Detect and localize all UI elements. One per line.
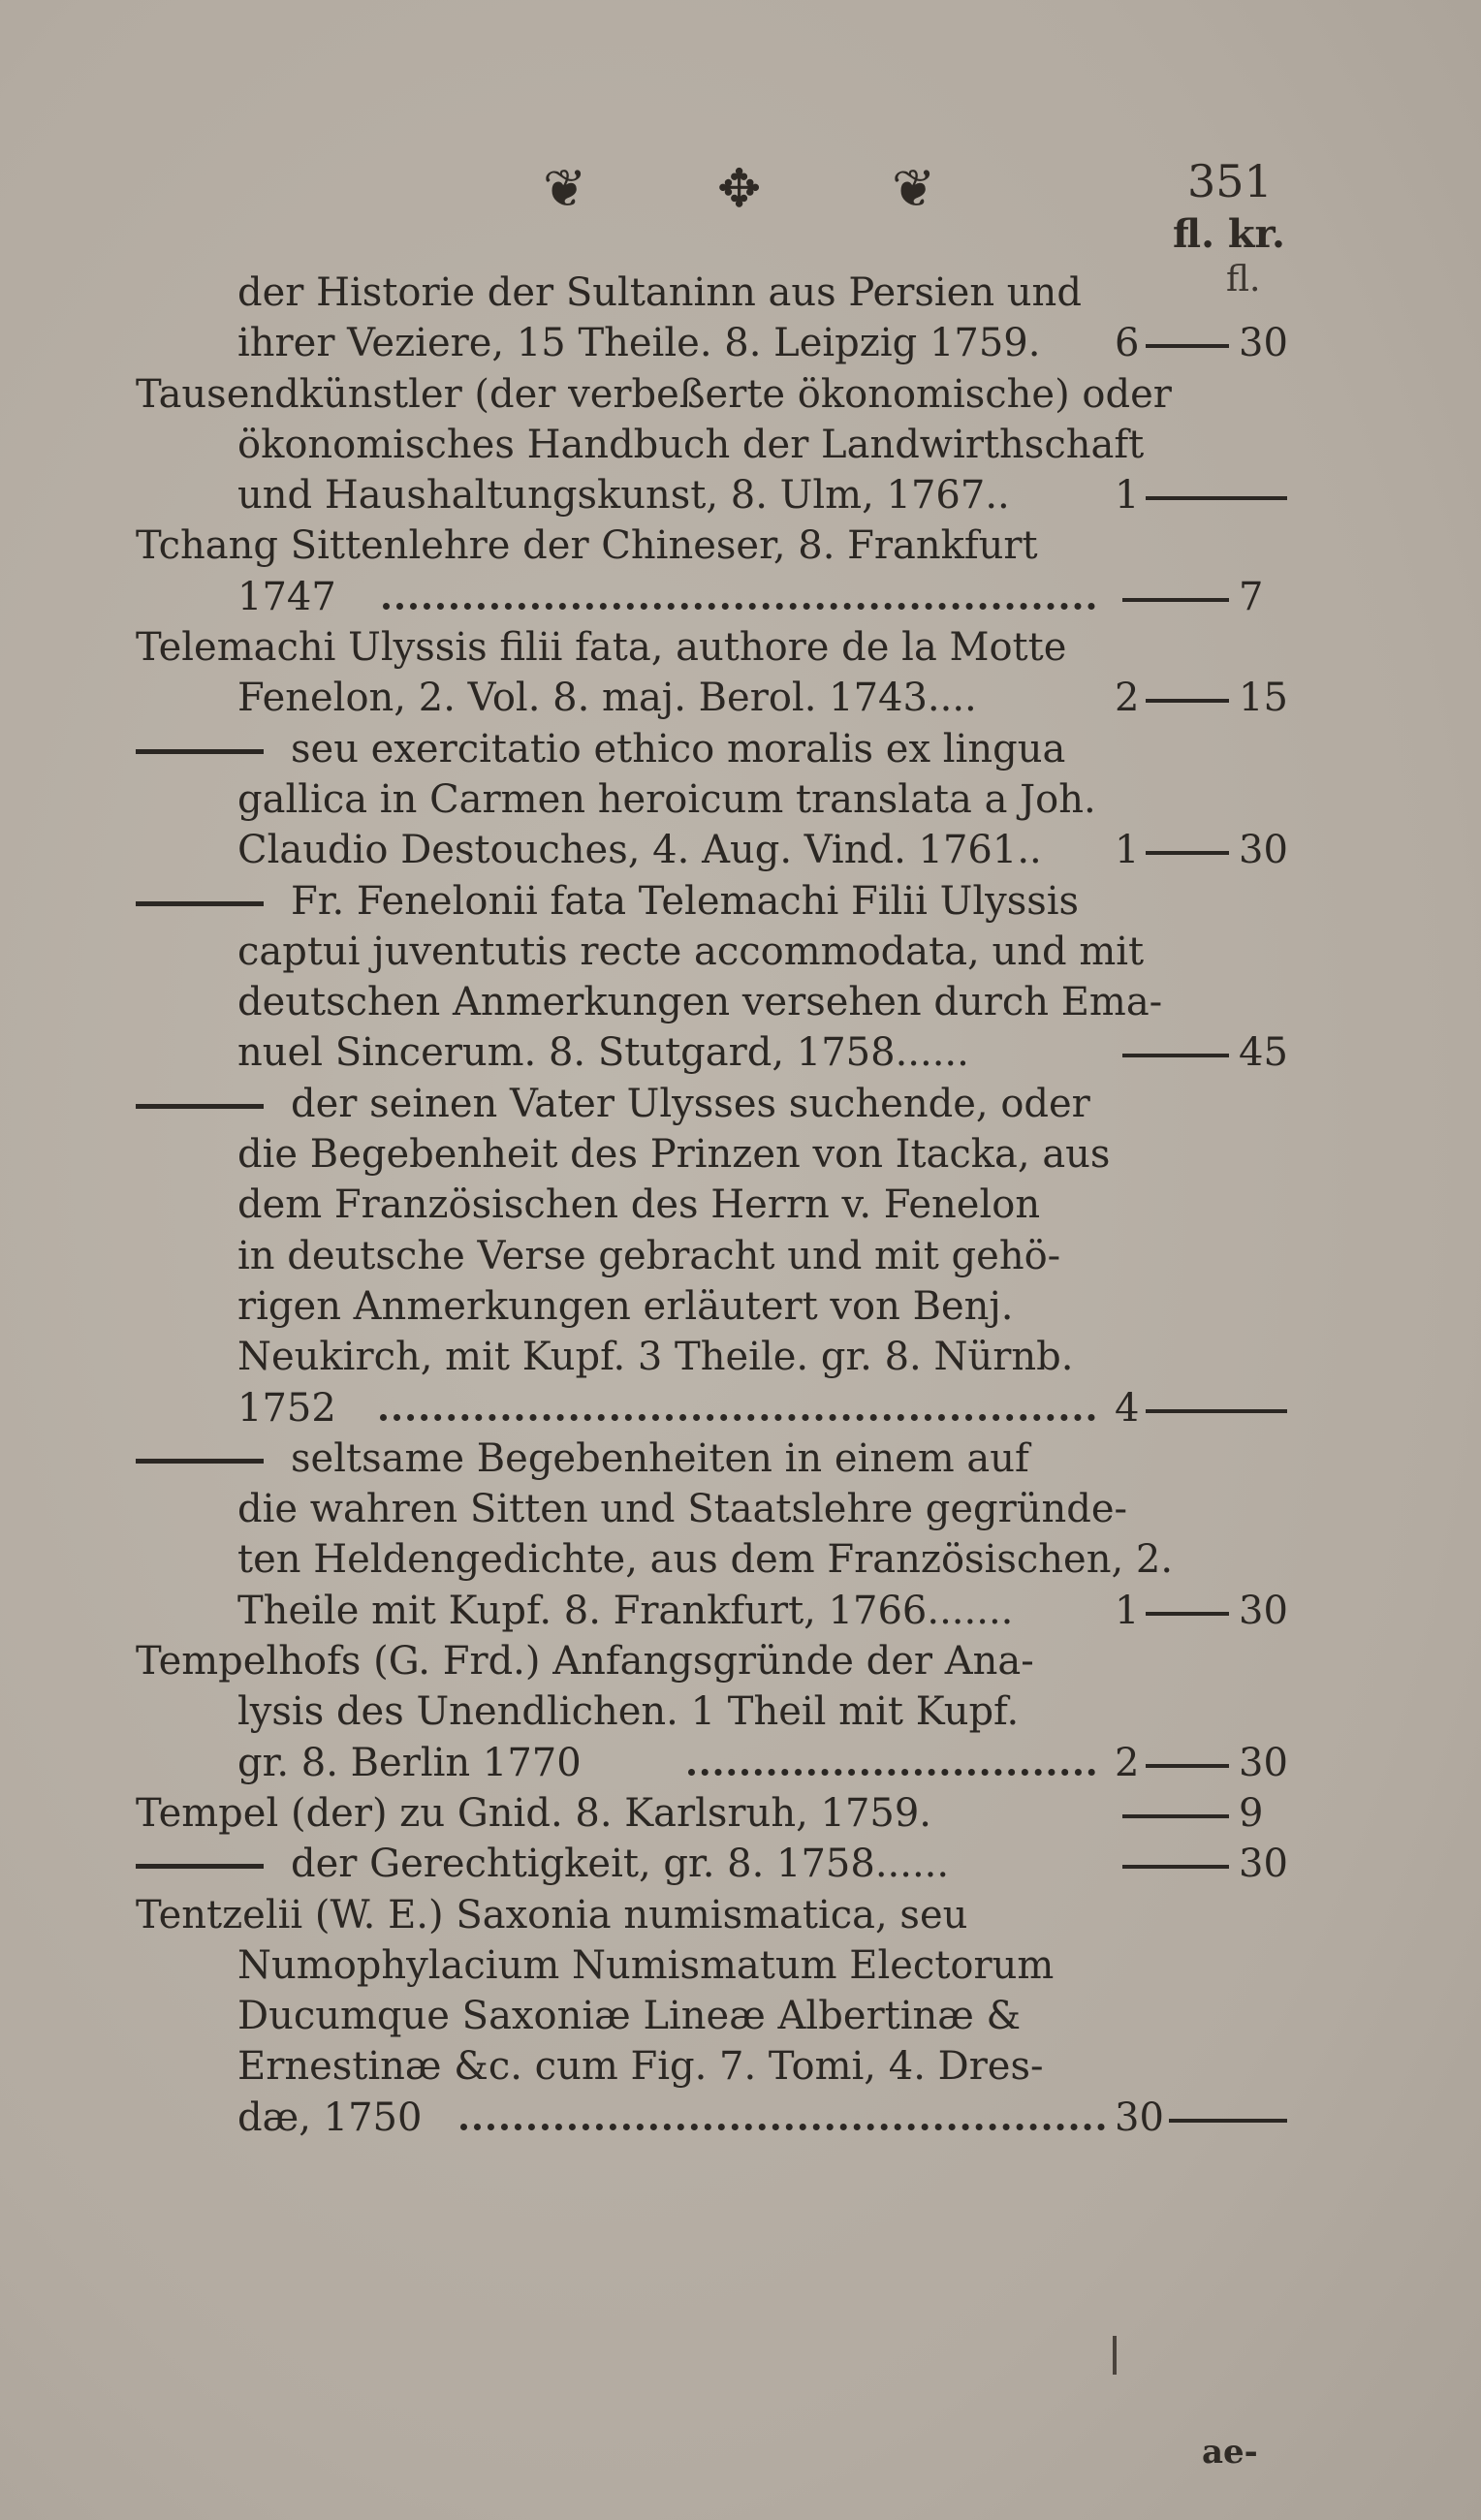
price <box>1115 572 1328 622</box>
ditto-dash <box>136 1104 264 1109</box>
entry-text: Tausendkünstler (der verbeßerte ökonomische) oder <box>136 371 1172 417</box>
catalogue-entries <box>0 268 1481 2143</box>
price-dash <box>1122 1054 1229 1057</box>
price-column-header: fl. kr. <box>1173 211 1285 257</box>
leader-dots <box>460 2118 1105 2130</box>
price-florin: 1 <box>1115 1588 1140 1633</box>
entry-text: Fr. Fenelonii fata Telemachi Filii Ulyssis <box>291 878 1080 924</box>
entry-text: dæ, 1750 <box>237 2095 423 2140</box>
entry-line <box>0 825 1481 875</box>
price-kreuzer: 9 <box>1239 1790 1264 1836</box>
price-dash <box>1146 1409 1287 1413</box>
price <box>1115 1839 1328 1889</box>
entry-text: Ernestinæ &c. cum Fig. 7. Tomi, 4. Dres- <box>237 2044 1044 2090</box>
entry-line <box>0 1484 1481 1534</box>
ditto-dash <box>136 901 264 906</box>
price <box>1115 1788 1328 1839</box>
entry-line <box>0 1788 1481 1839</box>
price-kreuzer: 30 <box>1239 1588 1288 1633</box>
price-kreuzer: 30 <box>1239 828 1288 873</box>
price-dash <box>1122 1814 1229 1818</box>
entry-text: gallica in Carmen heroicum translata a Joh. <box>237 776 1096 822</box>
price <box>1115 1383 1328 1433</box>
entry-line <box>0 927 1481 977</box>
entry-line <box>0 268 1481 318</box>
entry-line <box>0 520 1481 571</box>
entry-line <box>0 470 1481 520</box>
entry-text: 1747 <box>237 574 336 619</box>
price-dash <box>1122 598 1229 602</box>
entry-text: lysis des Unendlichen. 1 Theil mit Kupf. <box>237 1689 1020 1735</box>
entry-text: Tempelhofs (G. Frd.) Anfangsgründe der Ana- <box>136 1639 1034 1685</box>
price-florin: 2 <box>1115 676 1140 721</box>
entry-text: Claudio Destouches, 4. Aug. Vind. 1761.. <box>237 828 1042 873</box>
ornament-left-icon: ❦ <box>543 158 587 219</box>
entry-line <box>0 673 1481 723</box>
entry-line <box>0 369 1481 420</box>
entry-text: ökonomisches Handbuch der Landwirthschaft <box>237 422 1145 467</box>
entry-line <box>0 1332 1481 1382</box>
catchword: ae- <box>1202 2433 1258 2472</box>
entry-line <box>0 774 1481 825</box>
entry-line <box>0 1636 1481 1686</box>
entry-line <box>0 977 1481 1027</box>
price-dash <box>1146 496 1287 500</box>
entry-text: deutschen Anmerkungen versehen durch Ema- <box>237 980 1163 1025</box>
price-florin: 4 <box>1115 1385 1140 1431</box>
price <box>1115 1586 1328 1636</box>
entry-line <box>0 1129 1481 1180</box>
entry-text: und Haushaltungskunst, 8. Ulm, 1767.. <box>237 473 1010 519</box>
price-florin: 6 <box>1115 321 1140 366</box>
entry-line <box>0 1281 1481 1332</box>
price-kreuzer: 30 <box>1239 321 1288 366</box>
entry-text: Fenelon, 2. Vol. 8. maj. Berol. 1743.... <box>237 676 977 721</box>
price-dash <box>1169 2119 1287 2123</box>
entry-text: Telemachi Ulyssis filii fata, authore de la Motte <box>136 625 1067 671</box>
ditto-dash <box>136 1864 264 1869</box>
entry-line <box>0 1027 1481 1078</box>
price-florin: 1 <box>1115 828 1140 873</box>
entry-text: Neukirch, mit Kupf. 3 Theile. gr. 8. Nürnb. <box>237 1335 1074 1380</box>
price <box>1115 1738 1328 1788</box>
ditto-dash <box>136 749 264 754</box>
entry-text: nuel Sincerum. 8. Stutgard, 1758...... <box>237 1030 969 1076</box>
entry-text: der Historie der Sultaninn aus Persien und <box>237 270 1082 315</box>
entry-text: der seinen Vater Ulysses suchende, oder <box>291 1081 1090 1126</box>
entry-text: die wahren Sitten und Staatslehre gegründe- <box>237 1487 1128 1532</box>
ditto-dash <box>136 1459 264 1464</box>
entry-text: seu exercitatio ethico moralis ex lingua <box>291 726 1066 772</box>
entry-line <box>0 724 1481 774</box>
price <box>1115 470 1328 520</box>
entry-line <box>0 2041 1481 2092</box>
price-kreuzer: 30 <box>1239 1842 1288 1887</box>
entry-line <box>0 1686 1481 1737</box>
entry-line <box>0 1231 1481 1281</box>
entry-line <box>0 1839 1481 1889</box>
handwritten-mark: fl. <box>1226 260 1261 299</box>
entry-text: Tentzelii (W. E.) Saxonia numismatica, seu <box>136 1892 968 1937</box>
entry-line <box>0 1079 1481 1129</box>
leader-dots <box>380 1408 1095 1421</box>
entry-text: in deutsche Verse gebracht und mit gehö- <box>237 1233 1061 1278</box>
price-kreuzer: 45 <box>1239 1030 1288 1076</box>
entry-text: Ducumque Saxoniæ Lineæ Albertinæ & <box>237 1994 1022 2039</box>
price-kreuzer: 30 <box>1239 1740 1288 1785</box>
ornament-right-icon: ❦ <box>892 158 936 219</box>
price <box>1115 1027 1328 1078</box>
price-dash <box>1146 1612 1229 1616</box>
entry-text: Theile mit Kupf. 8. Frankfurt, 1766....... <box>237 1588 1014 1633</box>
entry-line <box>0 420 1481 470</box>
entry-text: seltsame Begebenheiten in einem auf <box>291 1435 1029 1481</box>
entry-line <box>0 1586 1481 1636</box>
entry-line <box>0 318 1481 368</box>
entry-text: der Gerechtigkeit, gr. 8. 1758...... <box>291 1842 950 1887</box>
entry-text: 1752 <box>237 1385 336 1431</box>
entry-line <box>0 1991 1481 2041</box>
entry-text: ihrer Veziere, 15 Theile. 8. Leipzig 1759. <box>237 321 1041 366</box>
entry-line <box>0 1534 1481 1585</box>
entry-line <box>0 1383 1481 1433</box>
entry-text: Tempel (der) zu Gnid. 8. Karlsruh, 1759. <box>136 1790 932 1836</box>
entry-text: Numophylacium Numismatum Electorum <box>237 1942 1055 1988</box>
entry-line <box>0 572 1481 622</box>
entry-text: dem Französischen des Herrn v. Fenelon <box>237 1182 1041 1228</box>
price <box>1115 2093 1328 2143</box>
entry-line <box>0 1433 1481 1484</box>
margin-mark <box>1113 2336 1117 2375</box>
entry-line <box>0 1738 1481 1788</box>
entry-line <box>0 2093 1481 2143</box>
leader-dots <box>383 597 1095 610</box>
entry-line <box>0 1940 1481 1991</box>
price <box>1115 673 1328 723</box>
page-number: 351 <box>1187 155 1273 207</box>
entry-line <box>0 1180 1481 1230</box>
price-florin: 30 <box>1115 2095 1164 2140</box>
entry-text: rigen Anmerkungen erläutert von Benj. <box>237 1283 1014 1329</box>
price <box>1115 318 1328 368</box>
price-dash <box>1122 1865 1229 1869</box>
price-dash <box>1146 851 1229 855</box>
price-dash <box>1146 344 1229 348</box>
entry-line <box>0 876 1481 927</box>
page-header <box>523 155 1008 223</box>
entry-line <box>0 622 1481 673</box>
leader-dots <box>688 1763 1095 1776</box>
price-kreuzer: 15 <box>1239 676 1288 721</box>
entry-text: gr. 8. Berlin 1770 <box>237 1740 582 1785</box>
entry-text: die Begebenheit des Prinzen von Itacka, aus <box>237 1132 1111 1178</box>
price-dash <box>1146 1764 1229 1768</box>
price-florin: 2 <box>1115 1740 1140 1785</box>
price <box>1115 825 1328 875</box>
price-kreuzer: 7 <box>1239 574 1264 619</box>
entry-line <box>0 1890 1481 1940</box>
entry-text: captui juventutis recte accommodata, und mit <box>237 929 1145 974</box>
entry-text: ten Heldengedichte, aus dem Französischen, 2. <box>237 1537 1174 1583</box>
price-florin: 1 <box>1115 473 1140 519</box>
price-dash <box>1146 699 1229 703</box>
ornament-center-icon: ✥ <box>717 158 762 219</box>
entry-text: Tchang Sittenlehre der Chineser, 8. Frankfurt <box>136 523 1038 569</box>
